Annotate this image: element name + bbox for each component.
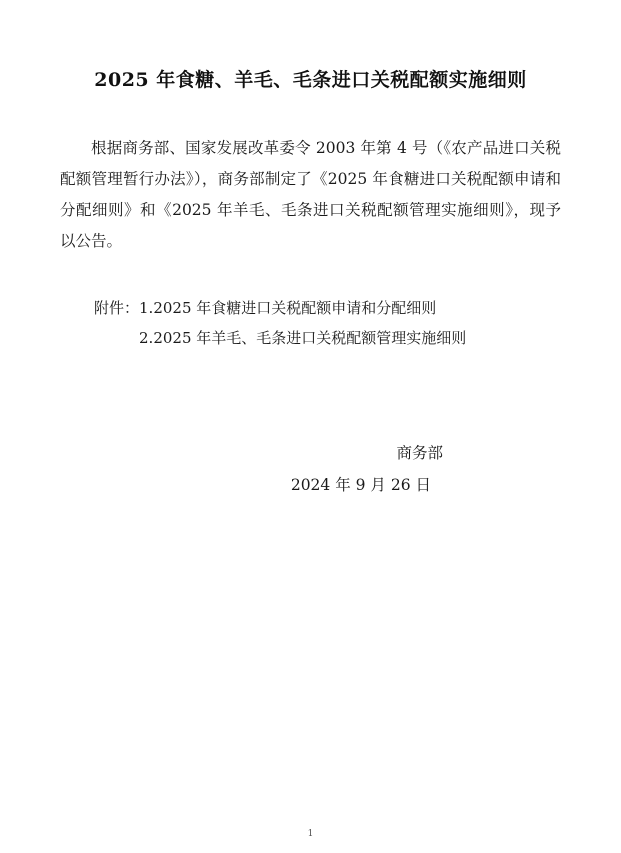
document-body bbox=[60, 133, 561, 257]
attachment-item: 2.2025 年羊毛、毛条进口关税配额管理实施细则 bbox=[139, 328, 467, 347]
attachment-items bbox=[139, 293, 561, 353]
attachment-item: 1.2025 年食糖进口关税配额申请和分配细则 bbox=[139, 298, 437, 317]
attachment-row-1 bbox=[60, 293, 561, 353]
body-paragraph: 根据商务部、国家发展改革委令 2003 年第 4 号（《农产品进口关税配额管理暂行办法》），商务部制定了《2025 年食糖进口关税配额申请和分配细则》和《2025 年羊毛、毛条进口关税配额管理实施细则》，现予以公告。 bbox=[60, 138, 561, 250]
signature-block bbox=[60, 437, 561, 502]
page-number: 1 bbox=[307, 829, 314, 839]
attachments-label: 附件： bbox=[94, 298, 140, 317]
attachments-section bbox=[60, 293, 561, 353]
page-title: 2025 年食糖、羊毛、毛条进口关税配额实施细则 bbox=[94, 69, 527, 91]
signature-organization: 商务部 bbox=[396, 443, 443, 462]
signature-date: 2024 年 9 月 26 日 bbox=[290, 476, 431, 495]
